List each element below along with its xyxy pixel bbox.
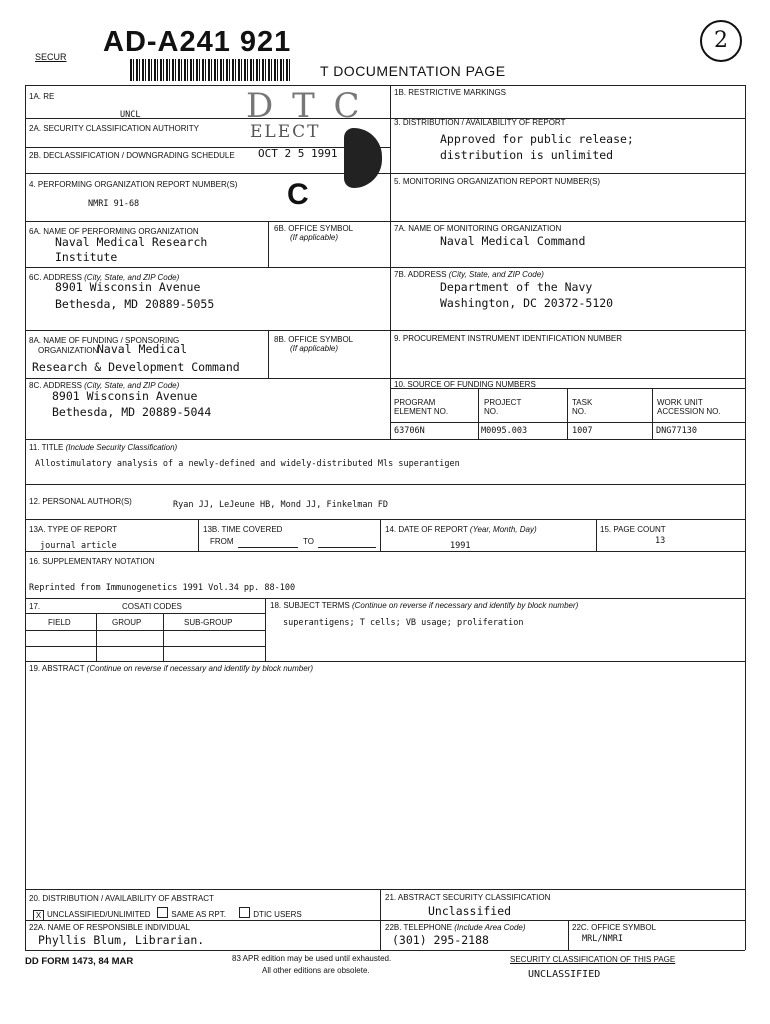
- field-13b-from: FROM: [210, 537, 234, 546]
- field-10-col3-a: TASK: [572, 398, 593, 407]
- field-10-workunit: DNG77130: [656, 426, 697, 436]
- field-4-value: NMRI 91-68: [88, 199, 140, 209]
- field-13b-label: 13B. TIME COVERED: [203, 525, 283, 534]
- field-18-value: superantigens; T cells; VB usage; proliferation: [283, 618, 524, 628]
- field-8b-label: 8B. OFFICE SYMBOL: [274, 335, 354, 344]
- field-5-label: 5. MONITORING ORGANIZATION REPORT NUMBER(S): [394, 177, 601, 186]
- page-number-circle: [700, 20, 742, 62]
- field-18-label: 18. SUBJECT TERMS (Continue on reverse if necessary and identify by block number): [270, 601, 579, 610]
- field-21-label: 21. ABSTRACT SECURITY CLASSIFICATION: [385, 893, 551, 902]
- field-10-col4-b: ACCESSION NO.: [657, 407, 721, 416]
- footer-security-label: SECURITY CLASSIFICATION OF THIS PAGE: [510, 955, 676, 964]
- field-6b-hint: (If applicable): [290, 233, 339, 242]
- field-10-col2-b: NO.: [484, 407, 499, 416]
- field-4-label: 4. PERFORMING ORGANIZATION REPORT NUMBER(S): [29, 180, 238, 189]
- field-10-col4-a: WORK UNIT: [657, 398, 703, 407]
- field-6c-line2: Bethesda, MD 20889-5055: [55, 297, 215, 311]
- field-3-line2: distribution is unlimited: [440, 148, 614, 162]
- field-6c-label: 6C. ADDRESS (City, State, and ZIP Code): [29, 273, 180, 282]
- field-22b-value: (301) 295-2188: [392, 933, 489, 947]
- field-7b-line1: Department of the Navy: [440, 280, 593, 294]
- dtic-stamp-elect: ELECT: [250, 122, 321, 142]
- field-8a-line1: Naval Medical: [97, 342, 188, 356]
- field-8c-label: 8C. ADDRESS (City, State, and ZIP Code): [29, 381, 180, 390]
- field-13a-label: 13A. TYPE OF REPORT: [29, 525, 118, 534]
- same-as-rpt-checkbox[interactable]: [157, 907, 168, 918]
- dtic-stamp-date: OCT 2 5 1991: [258, 147, 338, 160]
- field-10-project: M0095.003: [481, 426, 528, 436]
- field-10-col1-b: ELEMENT NO.: [394, 407, 449, 416]
- field-9-label: 9. PROCUREMENT INSTRUMENT IDENTIFICATION NUMBER: [394, 334, 623, 343]
- field-17-col-group: GROUP: [112, 618, 142, 627]
- field-10-task: 1007: [572, 426, 593, 436]
- field-15-label: 15. PAGE COUNT: [600, 525, 666, 534]
- field-7a-value: Naval Medical Command: [440, 234, 586, 248]
- field-11-value: Allostimulatory analysis of a newly-defined and widely-distributed Mls superantigen: [35, 459, 460, 469]
- field-8b-hint: (If applicable): [290, 344, 339, 353]
- dtic-stamp-c: C: [287, 178, 309, 211]
- field-22b-label: 22B. TELEPHONE (Include Area Code): [385, 923, 526, 932]
- field-8c-line2: Bethesda, MD 20889-5044: [52, 405, 212, 419]
- field-7b-label: 7B. ADDRESS (City, State, and ZIP Code): [394, 270, 544, 279]
- field-12-label: 12. PERSONAL AUTHOR(S): [29, 497, 132, 506]
- footer-note-1: 83 APR edition may be used until exhausted.: [232, 954, 392, 963]
- field-22a-value: Phyllis Blum, Librarian.: [38, 933, 205, 947]
- field-7a-label: 7A. NAME OF MONITORING ORGANIZATION: [394, 224, 562, 233]
- field-10-label: 10. SOURCE OF FUNDING NUMBERS: [394, 380, 536, 389]
- field-8a-label: 8A. NAME OF FUNDING / SPONSORING: [29, 336, 180, 345]
- unclassified-checkbox[interactable]: X: [33, 910, 44, 921]
- field-11-label: 11. TITLE (Include Security Classification): [29, 443, 178, 452]
- field-22a-label: 22A. NAME OF RESPONSIBLE INDIVIDUAL: [29, 923, 190, 932]
- field-10-col3-b: NO.: [572, 407, 587, 416]
- field-21-value: Unclassified: [428, 904, 512, 918]
- dtic-stamp-mark: [344, 128, 382, 188]
- field-1a-value: UNCL: [120, 110, 141, 120]
- field-14-value: 1991: [450, 541, 471, 551]
- field-6a-line2: Institute: [55, 250, 118, 264]
- barcode: [130, 59, 292, 81]
- field-8c-line1: 8901 Wisconsin Avenue: [52, 389, 198, 403]
- field-19-label: 19. ABSTRACT (Continue on reverse if necessary and identify by block number): [29, 664, 314, 673]
- field-17-col-subgroup: SUB-GROUP: [184, 618, 233, 627]
- form-title: T DOCUMENTATION PAGE: [320, 63, 506, 79]
- field-8a-label2: ORGANIZATION: [38, 346, 99, 355]
- dtic-users-checkbox[interactable]: [239, 907, 250, 918]
- field-6b-label: 6B. OFFICE SYMBOL: [274, 224, 354, 233]
- doc-id: AD-A241 921: [103, 26, 292, 58]
- field-17-label: 17.: [29, 602, 41, 611]
- field-7b-line2: Washington, DC 20372-5120: [440, 296, 614, 310]
- field-2a-label: 2A. SECURITY CLASSIFICATION AUTHORITY: [29, 124, 199, 133]
- footer-security-value: UNCLASSIFIED: [528, 969, 601, 980]
- field-1b-label: 1B. RESTRICTIVE MARKINGS: [394, 88, 507, 97]
- field-10-col1-a: PROGRAM: [394, 398, 436, 407]
- field-2b-label: 2B. DECLASSIFICATION / DOWNGRADING SCHEDULE: [29, 151, 235, 160]
- field-22c-value: MRL/NMRI: [582, 934, 623, 944]
- secur-stub: SECUR: [35, 52, 67, 62]
- field-13b-to: TO: [303, 537, 314, 546]
- field-3-label: 3. DISTRIBUTION / AVAILABILITY OF REPORT: [394, 118, 566, 127]
- field-6c-line1: 8901 Wisconsin Avenue: [55, 280, 201, 294]
- footer-note-2: All other editions are obsolete.: [262, 966, 370, 975]
- field-14-label: 14. DATE OF REPORT (Year, Month, Day): [385, 525, 537, 534]
- field-10-col2-a: PROJECT: [484, 398, 522, 407]
- field-17-col-field: FIELD: [48, 618, 71, 627]
- field-20-options: X UNCLASSIFIED/UNLIMITED SAME AS RPT. DTIC USERS: [33, 907, 302, 921]
- field-6a-line1: Naval Medical Research: [55, 235, 208, 249]
- field-1a-label: 1A. RE: [29, 92, 55, 101]
- field-20-label: 20. DISTRIBUTION / AVAILABILITY OF ABSTRACT: [29, 894, 214, 903]
- field-8a-line2: Research & Development Command: [32, 360, 240, 374]
- footer-form-number: DD FORM 1473, 84 MAR: [25, 956, 134, 967]
- field-12-value: Ryan JJ, LeJeune HB, Mond JJ, Finkelman FD: [173, 500, 388, 510]
- field-6a-label: 6A. NAME OF PERFORMING ORGANIZATION: [29, 227, 199, 236]
- field-16-value: Reprinted from Immunogenetics 1991 Vol.34 pp. 88-100: [29, 583, 296, 593]
- dtic-stamp-letters: D T C: [246, 86, 364, 126]
- field-15-value: 13: [655, 536, 666, 546]
- field-22c-label: 22C. OFFICE SYMBOL: [572, 923, 657, 932]
- field-13a-value: journal article: [40, 541, 117, 551]
- field-16-label: 16. SUPPLEMENTARY NOTATION: [29, 557, 155, 566]
- field-3-line1: Approved for public release;: [440, 132, 634, 146]
- field-17-title: COSATI CODES: [122, 602, 182, 611]
- field-10-program: 63706N: [394, 426, 425, 436]
- page-number: 2: [714, 28, 728, 53]
